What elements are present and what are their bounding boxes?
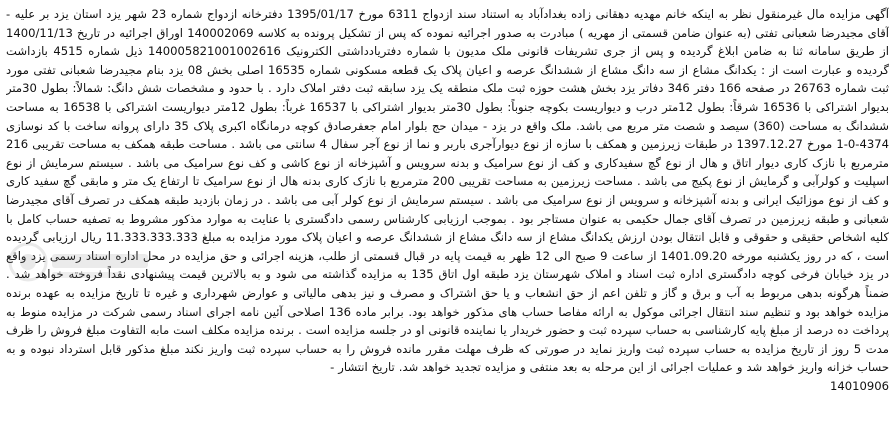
- notice-body: آگهی مزایده مال غیرمنقول نظر به اینکه خانم مهدیه دهقانی زاده بغدادآباد به استناد سند ازدواج 6311 مورخ 1395/01/17 دفترخانه ازدواج شماره 23 شهر یزد استان یزد بر علیه - آقای مجیدرضا شعبانی تفتی (به عنوان ضامن قسمتی از مهریه ) مبادرت به صدور اجرائیه نموده که پس از تشکیل پرونده به کلاسه 140002069 اوراق اجرائیه در تاریخ 1400/11/13 از طریق سامانه ثنا به ضامن ابلاغ گردیده و پس از جری تشریفات قانونی ملک مدیون با شماره دفتریادداشتی الکترونیک 140005821001002616 ذیل شماره 4515 بازداشت گردیده و عبارت است از : یکدانگ مشاع از سه دانگ مشاع از ششدانگ عرصه و اعیان پلاک یک قطعه مسکونی شماره 16535 اصلی بخش 08 یزد بنام مجیدرضا شعبانی تفتی مورد ثبت شماره 26763 در صفحه 166 دفتر 346 دفاتر یزد بخش هشت حوزه ثبت ملک منطقه یک یزد سابقه ثبت دفتر املاک دارد . با حدود و مشخصات شش دانگ: شمالاً: بطول 30متر بدیوار اشتراکی با 16536 شرقاً: بطول 12متر درب و دیواریست بکوچه جنوباً: بطول 30متر بدیوار اشتراکی با 16537 غرباً: بطول 12متر دیواریست اشتراکی با 16538 به مساحت ششدانگ به مساحت (360) سیصد و شصت متر مربع می باشد. ملک واقع در یزد - میدان حج بلوار امام جعفرصادق کوچه درمانگاه اکبری پلاک 35 دارای پروانه ساخت با کد نوسازی 4374-0-1 مورخ 1397.12.27 در طبقات زیرزمین و همکف با سازه از نوع دیوارآجری باربر و نما از نوع آجر سفال 4 سانتی می باشد . مساحت طبقه همکف به مساحت تقریبی 216 مترمربع با نازک کاری دیوار اتاق و هال از نوع گچ سفیدکاری و کف از نوع سرامیک و بدنه سرویس و آشپزخانه از نوع کاشی و کف نوع سرامیک می باشد . سیستم سرمایش از نوع اسپلیت و کولرآبی و گرمایش از نوع پکیج می باشد . مساحت زیرزمین به مساحت تقریبی 200 مترمربع با نازک کاری بدنه هال از نوع سرامیک تا ارتفاع یک متر و مابقی گچ سفید کاری و کف از نوع موزائیک ایرانی و بدنه آشپزخانه و سرویس از نوع سرامیک می باشد . سیستم سرمایش از نوع کولر آبی می باشد . در زمان بازدید طبقه همکف در تصرف آقای مجیدرضا شعبانی و طبقه زیرزمین در تصرف آقای جمال حکیمی به عنوان مستاجر بود . بموجب ارزیابی کارشناس رسمی دادگستری با عنایت به موارد مذکور مشروط به تصفیه حساب کامل با کلیه اشخاص حقیقی و حقوقی و قابل انتقال بودن ارزش یکدانگ مشاع از سه دانگ مشاع از ششدانگ عرصه و اعیان پلاک مورد مزایده به مبلغ 11.333.333.333 ریال ارزیابی گردیده است ، که در روز یکشنبه مورخه 1401.09.20 از ساعت 9 صبح الی 12 ظهر به قیمت پایه در قبال قسمتی از طلب، هزینه اجرائی و حق مزایده در محل اداره اسناد رسمی یزد واقع در یزد خیابان فرخی کوچه دادگستری اداره ثبت اسناد و املاک شهرستان یزد طبقه اول اتاق 135 به مزایده گذاشته می شود و به بالاترین قیمت پیشنهادی نقداً فروخته خواهد شد . ضمناً هرگونه بدهی مربوط به آب و برق و گاز و تلفن اعم از حق انشعاب و یا حق اشتراک و مصرف و نیز بدهی مالیاتی و عوارض شهرداری و غیره تا تاریخ مزایده به عهده برنده مزایده خواهد بود و تنظیم سند انتقال اجرائی موکول به ارائه مفاصا حساب های مذکور خواهد بود. برابر ماده 136 اصلاحی آئین نامه اجرای اسناد رسمی شرکت در مزایده منوط به پرداخت ده درصد از مبلغ پایه کارشناسی به حساب سپرده ثبت و حضور خریدار یا نماینده قانونی او در جلسه مزایده است . برنده مزایده مکلف است مابه التفاوت مبلغ فروش را ظرف مدت 5 روز از تاریخ مزایده به حساب سپرده ثبت واریز نماید در صورتی که ظرف مهلت مقرر مانده فروش را به حساب سپرده ثبت واریز نکند مبلغ مذکور قابل استرداد نبوده و به حساب خزانه واریز خواهد شد و عملیات اجرائی از این مرحله به بعد منتفی و مزایده تجدید خواهد شد. تاریخ انتشار -: [6, 7, 889, 375]
- auction-notice: [6, 0, 889, 431]
- notice-reference-number: 14010906: [829, 378, 889, 393]
